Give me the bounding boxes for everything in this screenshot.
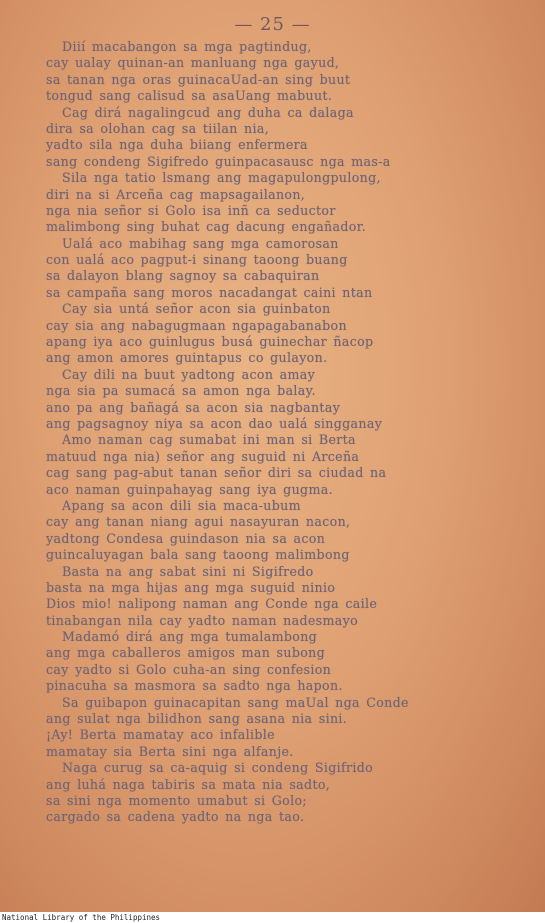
text-line: matuud nga nia) señor ang suguid ni Arceña <box>46 448 360 464</box>
text-line: ano pa ang bañagá sa acon sia nagbantay <box>46 399 341 415</box>
text-line: aco naman guinpahayag sang iya gugma. <box>46 481 333 497</box>
text-line: con ualá aco pagput-i sinang taoong buang <box>46 252 348 268</box>
text-line: dira sa olohan cag sa tiilan nia, <box>46 120 270 136</box>
text-line: cay yadto si Golo cuha-an sing confesion <box>46 661 332 677</box>
text-line: guincaluyagan bala sang taoong malimbong <box>46 547 350 563</box>
text-line: ang sulat nga bilidhon sang asana nia sini. <box>46 711 348 727</box>
text-line: sa tanan nga oras guinacaUad-an sing buut <box>46 71 351 87</box>
text-line: Amo naman cag sumabat ini man si Berta <box>62 432 356 448</box>
text-line: ¡Ay! Berta mamatay aco infalible <box>46 727 275 743</box>
text-line: apang iya aco guinlugus busá guinechar ñacop <box>46 334 374 350</box>
text-line: diri na si Arceña cag mapsagailanon, <box>46 186 306 202</box>
text-line: Ualá aco mabihag sang mga camorosan <box>62 235 339 251</box>
text-line: Dios mio! nalipong naman ang Conde nga caile <box>46 596 378 612</box>
text-line: Diií macabangon sa mga pagtindug, <box>62 39 312 54</box>
text-line: tinabangan nila cay yadto naman nadesmayo <box>46 612 359 628</box>
text-line: nga sia pa sumacá sa amon nga balay. <box>46 383 316 399</box>
text-line: cay ualay quinan-an manluang nga gayud, <box>46 55 340 71</box>
text-line: Cay dili na buut yadtong acon amay <box>62 366 316 382</box>
text-line: Cag dirá nagalingcud ang duha ca dalaga <box>62 104 354 120</box>
text-line: malimbong sing buhat cag dacung engañador. <box>46 219 367 235</box>
text-line: Apang sa acon dili sia maca-ubum <box>62 497 301 513</box>
poem-text-block <box>46 39 486 826</box>
text-line: basta na mga hijas ang mga suguid ninio <box>46 579 336 595</box>
library-credit: National Library of the Philippines <box>0 912 545 923</box>
text-line: pinacuha sa masmora sa sadto nga hapon. <box>46 678 343 694</box>
text-line: sa sini nga momento umabut si Golo; <box>46 792 308 808</box>
text-line: mamatay sia Berta sini nga alfanje. <box>46 743 294 759</box>
text-line: sa campaña sang moros nacadangat caini ntan <box>46 284 373 300</box>
text-line: ang luhá naga tabiris sa mata nia sadto, <box>46 776 331 792</box>
text-line: nga nia señor si Golo isa inñ ca seductor <box>46 202 336 218</box>
text-line: Basta na ang sabat sini ni Sigifredo <box>62 563 314 579</box>
text-line: ang mga caballeros amigos man subong <box>46 645 326 661</box>
text-line: sa dalayon blang sagnoy sa cabaquiran <box>46 268 320 284</box>
text-line: Naga curug sa ca-aquig si condeng Sigifrido <box>62 760 374 776</box>
text-line: cag sang pag-abut tanan señor diri sa ciudad na <box>46 465 387 481</box>
text-line: Sila nga tatio lsmang ang magapulongpulong, <box>62 170 381 186</box>
text-line: Sa guibapon guinacapitan sang maUal nga Conde <box>62 694 409 710</box>
text-line: Madamó dirá ang mga tumalambong <box>62 629 318 645</box>
text-line: yadtong Condesa guindason nia sa acon <box>46 530 326 546</box>
text-line: tongud sang calisud sa asaUang mabuut. <box>46 88 333 104</box>
text-line: ang amon amores guintapus co gulayon. <box>46 350 328 366</box>
text-line: ang pagsagnoy niya sa acon dao ualá singganay <box>46 415 383 431</box>
text-line: Cay sia untá señor acon sia guinbaton <box>62 301 331 317</box>
text-line: yadto sila nga duha biiang enfermera <box>46 137 308 153</box>
text-line: cay sia ang nabagugmaan ngapagabanabon <box>46 317 347 333</box>
page-number: — 25 — <box>234 14 311 35</box>
text-line: cay ang tanan niang agui nasayuran nacon, <box>46 514 351 530</box>
text-line: sang condeng Sigifredo guinpacasausc nga mas-a <box>46 153 391 169</box>
text-line: cargado sa cadena yadto na nga tao. <box>46 809 305 825</box>
